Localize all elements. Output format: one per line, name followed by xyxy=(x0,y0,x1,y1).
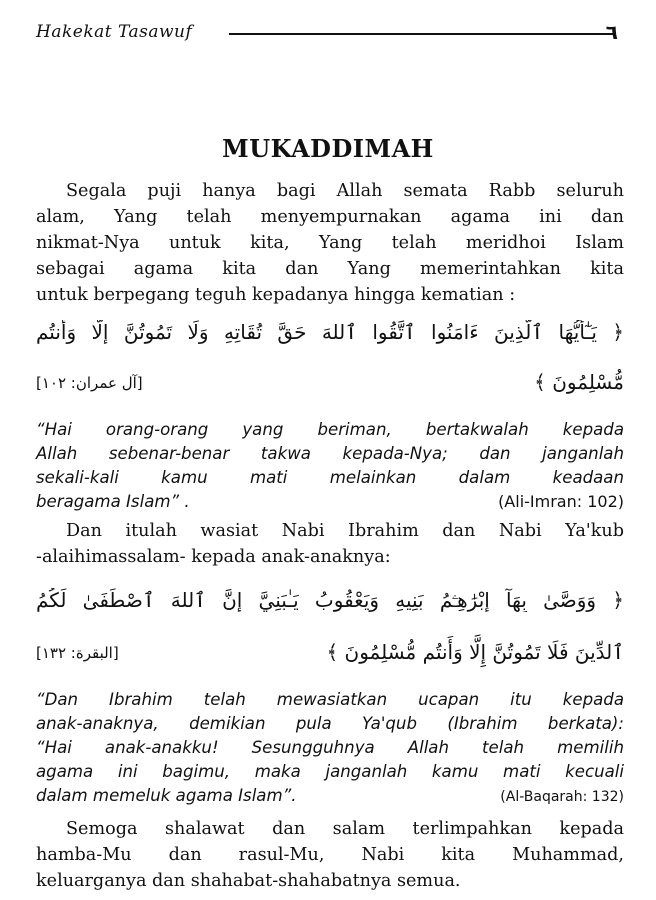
translation-line: beragama Islam” . xyxy=(36,492,190,511)
paragraph-line: Dan itulah wasiat Nabi Ibrahim dan Nabi Ya'kub xyxy=(66,521,624,541)
page-header xyxy=(36,20,626,46)
paragraph-line: keluarganya dan shahabat-shahabatnya semua. xyxy=(36,871,461,891)
translation-line: Allah sebenar-benar takwa kepada-Nya; dan janganlah xyxy=(36,444,624,463)
translation-line: agama ini bagimu, maka janganlah kamu mati kecuali xyxy=(36,762,624,781)
arabic-verse-2-line-2: ٱلدِّينَ فَلَا تَمُوتُنَّ إِلَّا وَأَنتُم مُّسْلِمُونَ ﴾ xyxy=(326,640,624,664)
intro-paragraph xyxy=(36,178,624,308)
intro-line: nikmat-Nya untuk kita, Yang telah meridhoi Islam xyxy=(36,233,624,253)
translation-last-line xyxy=(36,784,624,809)
intro-line: Segala puji hanya bagi Allah semata Rabb seluruh xyxy=(66,181,624,201)
paragraph-3 xyxy=(36,816,624,894)
translation-2-source: (Al-Baqarah: 132) xyxy=(500,789,624,805)
paragraph-line: -alaihimassalam- kepada anak-anaknya: xyxy=(36,547,391,567)
intro-line: sebagai agama kita dan Yang memerintahkan kita xyxy=(36,259,624,279)
translation-line: “Hai anak-anakku! Sesungguhnya Allah telah memilih xyxy=(36,738,624,757)
paragraph-line: Semoga shalawat dan salam terlimpahkan kepada xyxy=(66,819,624,839)
translation-1-source: (Ali-Imran: 102) xyxy=(498,492,624,511)
header-rule xyxy=(229,33,613,35)
translation-line: sekali-kali kamu mati melainkan dalam keadaan xyxy=(36,468,624,487)
translation-line: dalam memeluk agama Islam”. xyxy=(36,786,297,805)
intro-line: alam, Yang telah menyempurnakan agama ini dan xyxy=(36,207,624,227)
arabic-verse-1-row-2 xyxy=(36,370,624,406)
arabic-verse-2-row-2 xyxy=(36,640,624,676)
chapter-title: MUKADDIMAH xyxy=(222,134,434,163)
running-title: Hakekat Tasawuf xyxy=(36,22,193,42)
arabic-verse-2-line-1: ﴿ وَوَصَّىٰ بِهَآ إِبْرَٰهِـۧمُ بَنِيهِ وَيَعْقُوبُ يَـٰبَنِيَّ إِنَّ ٱللهَ ٱصْطَفَىٰ لَكُمُ xyxy=(36,588,624,612)
paragraph-line: hamba-Mu dan rasul-Mu, Nabi kita Muhammad, xyxy=(36,845,624,865)
page-number: ٦ xyxy=(605,20,618,44)
translation-line: “Dan Ibrahim telah mewasiatkan ucapan itu kepada xyxy=(36,690,624,709)
intro-line: untuk berpegang teguh kepadanya hingga kematian : xyxy=(36,285,516,305)
translation-1 xyxy=(36,418,624,514)
verse-1-reference: [آل عمران: ١٠٢] xyxy=(36,374,143,392)
translation-line: anak-anaknya, demikian pula Ya'qub (Ibrahim berkata): xyxy=(36,714,624,733)
arabic-verse-1-line-2: مُّسْلِمُونَ ﴾ xyxy=(534,370,624,394)
arabic-verse-1-line-1: ﴿ يَـٰٓأَيُّهَا ٱلَّذِينَ ءَامَنُوا ٱتَّقُوا ٱللهَ حَقَّ تُقَاتِهِ وَلَا تَمُوتُنَّ إِلَّا وَأَنتُم xyxy=(36,320,624,344)
translation-2 xyxy=(36,688,624,809)
translation-line: “Hai orang-orang yang beriman, bertakwalah kepada xyxy=(36,420,624,439)
paragraph-2 xyxy=(36,518,624,570)
verse-2-reference: [البقرة: ١٣٢] xyxy=(36,644,119,662)
translation-last-line xyxy=(36,490,624,514)
